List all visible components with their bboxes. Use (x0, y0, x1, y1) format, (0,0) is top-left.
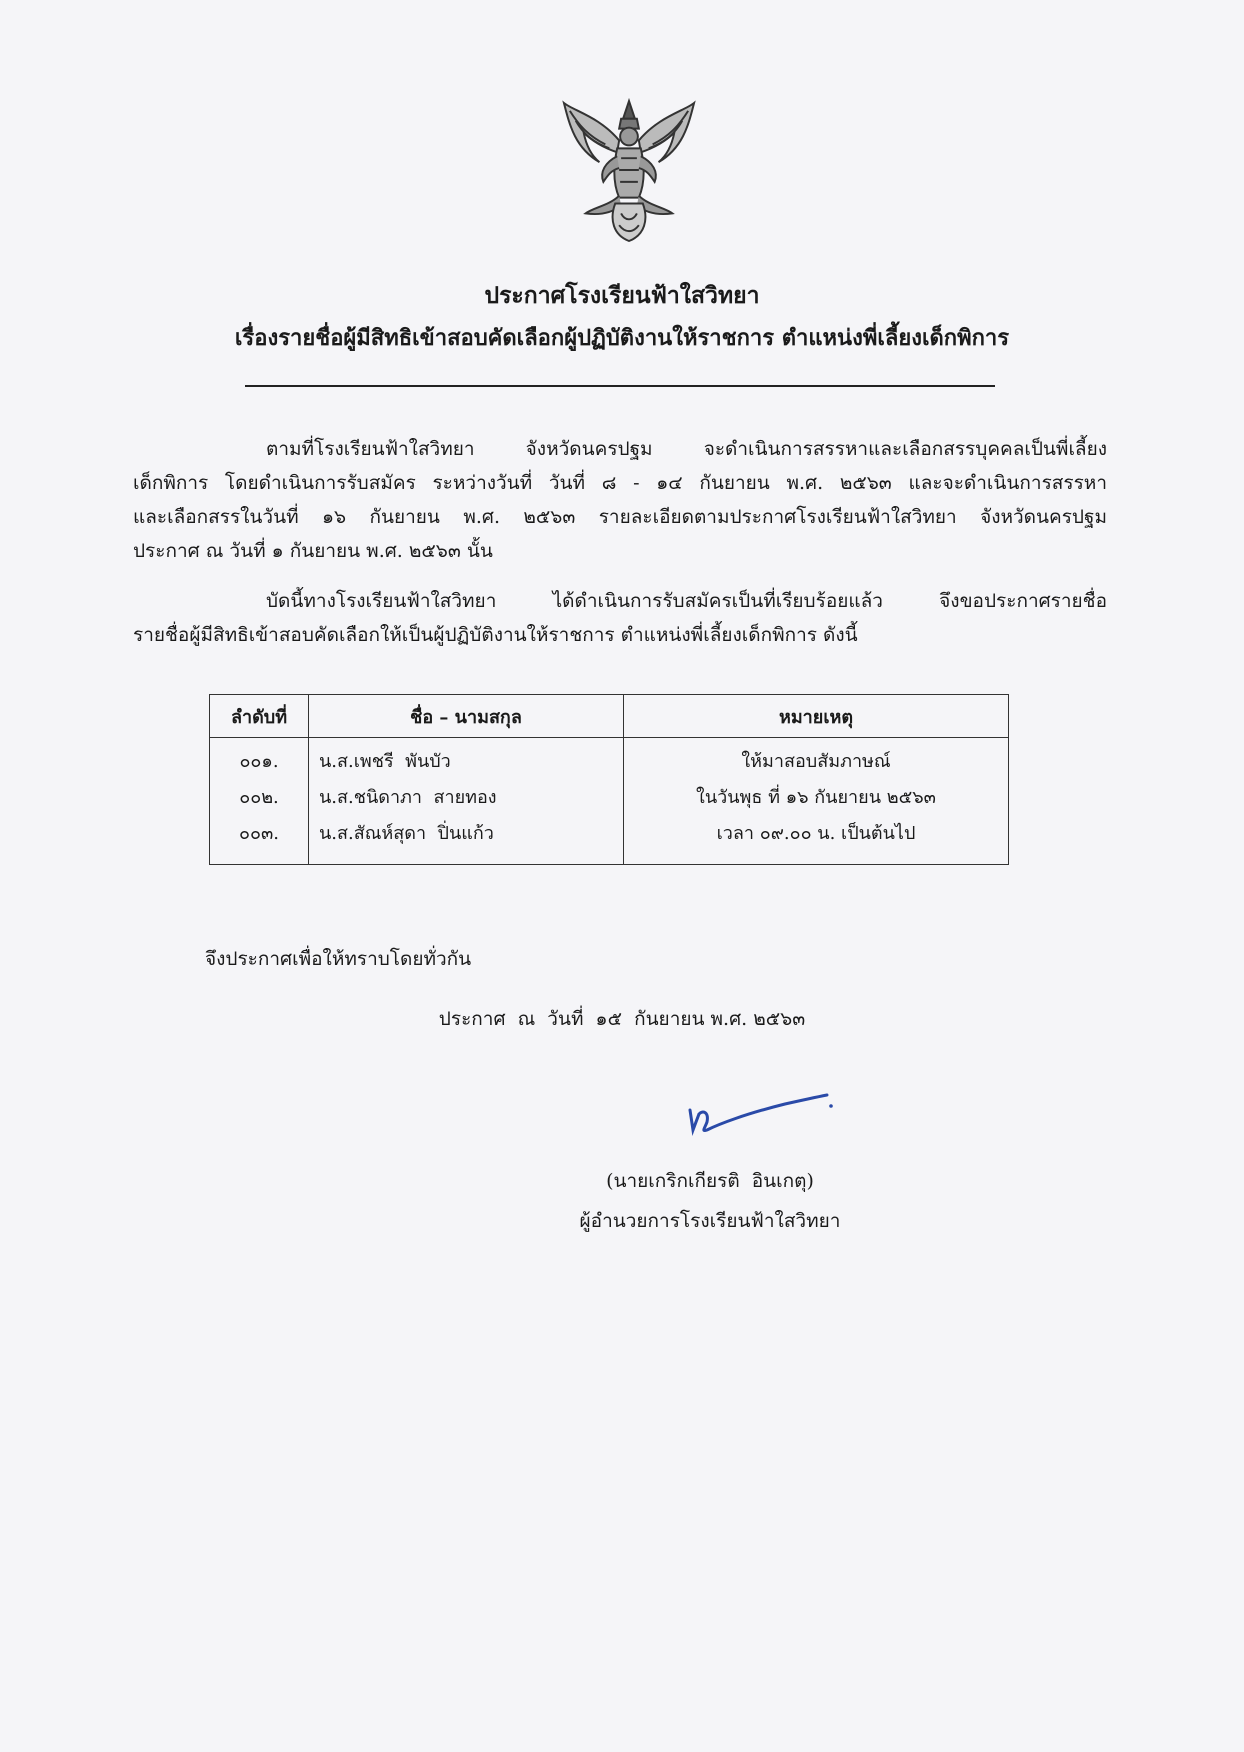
paragraph-line: ตามที่โรงเรียนฟ้าใสวิทยา จังหวัดนครปฐม จะดำเนินการสรรหาและเลือกสรรบุคคลเป็นพี่เลี้ยง (266, 438, 1107, 460)
paragraph-line: เด็กพิการ โดยดำเนินการรับสมัคร ระหว่างวันที่ วันที่ ๘ - ๑๔ กันยายน พ.ศ. ๒๕๖๓ และจะดำเนินการสรรหา (133, 472, 1107, 494)
garuda-emblem-icon (560, 96, 698, 246)
order-number: ๐๐๒. (239, 787, 279, 808)
order-cell (210, 738, 309, 865)
signature-icon (685, 1092, 835, 1142)
paragraph-line: ประกาศ ณ วันที่ ๑ กันยายน พ.ศ. ๒๕๖๓ นั้น (133, 540, 493, 562)
paragraph-line: และเลือกสรรในวันที่ ๑๖ กันยายน พ.ศ. ๒๕๖๓ รายละเอียดตามประกาศโรงเรียนฟ้าใสวิทยา จังหวัดนครปฐม (133, 506, 1107, 528)
header-order: ลำดับที่ (210, 695, 309, 738)
candidate-name: น.ส.เพชรี พันบัว (319, 751, 451, 772)
remark-line: ในวันพุธ ที่ ๑๖ กันยายน ๒๕๖๓ (696, 787, 936, 808)
remark-cell (624, 738, 1009, 865)
announcement-subject: เรื่องรายชื่อผู้มีสิทธิเข้าสอบคัดเลือกผู้ปฏิบัติงานให้ราชการ ตำแหน่งพี่เลี้ยงเด็กพิการ (234, 325, 1010, 351)
header-remark: หมายเหตุ (624, 695, 1009, 738)
candidate-name: น.ส.ชนิดาภา สายทอง (319, 787, 497, 808)
closing-statement: จึงประกาศเพื่อให้ทราบโดยทั่วกัน (205, 948, 472, 970)
order-number: ๐๐๑. (239, 751, 279, 772)
name-cell (309, 738, 624, 865)
table-row (210, 738, 1009, 865)
announcement-title: ประกาศโรงเรียนฟ้าใสวิทยา (484, 282, 760, 309)
order-number: ๐๐๓. (239, 823, 279, 844)
signer-name: (นายเกริกเกียรติ อินเกตุ) (606, 1170, 814, 1192)
candidate-table (209, 694, 1009, 865)
remark-line: ให้มาสอบสัมภาษณ์ (741, 751, 891, 772)
header-name: ชื่อ – นามสกุล (309, 695, 624, 738)
table-header-row (210, 695, 1009, 738)
paragraph-1 (133, 432, 1107, 568)
announcement-date: ประกาศ ณ วันที่ ๑๕ กันยายน พ.ศ. ๒๕๖๓ (438, 1008, 806, 1030)
signer-position: ผู้อำนวยการโรงเรียนฟ้าใสวิทยา (579, 1210, 841, 1232)
paragraph-2 (133, 584, 1107, 652)
candidate-name: น.ส.สัณห์สุดา ปิ่นแก้ว (319, 823, 494, 844)
title-divider (245, 385, 995, 387)
paragraph-line: บัดนี้ทางโรงเรียนฟ้าใสวิทยา ได้ดำเนินการรับสมัครเป็นที่เรียบร้อยแล้ว จึงขอประกาศรายชื่อ (266, 590, 1107, 612)
remark-line: เวลา ๐๙.๐๐ น. เป็นต้นไป (716, 823, 916, 844)
paragraph-line: รายชื่อผู้มีสิทธิเข้าสอบคัดเลือกให้เป็นผู้ปฏิบัติงานให้ราชการ ตำแหน่งพี่เลี้ยงเด็กพิการ ดังนี้ (133, 624, 858, 646)
